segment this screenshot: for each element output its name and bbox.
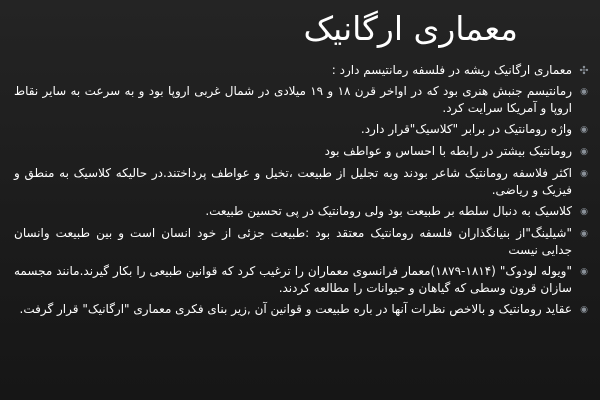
- bullet-text: کلاسیک به دنبال سلطه بر طبیعت بود ولی رومانتیک در پی تحسین طبیعت.: [205, 204, 572, 218]
- bullet-text: "شیلینگ"از بنیانگذاران فلسفه رومانتیک معتقد بود :طبیعت جزئی از خود انسان است و بین طبیعت وانسان جدایی نیست: [14, 226, 572, 257]
- bullet-text: رومانتیک بیشتر در رابطه با احساس و عواطف بود: [324, 144, 572, 158]
- bullet-text: عقاید رومانتیک و بالاخص نظرات آنها در باره طبیعت و قوانین آن ,زیر بنای فکری معماری "ارگانیک" قرار گرفت.: [19, 302, 572, 316]
- circle-bullet-icon: ◉: [580, 207, 588, 217]
- bullet-list: [14, 62, 590, 323]
- bullet-item: [14, 143, 590, 161]
- bullet-item: [14, 263, 590, 297]
- circle-bullet-icon: ◉: [580, 125, 588, 135]
- bullet-item: [14, 301, 590, 319]
- circle-bullet-icon: ◉: [580, 229, 588, 239]
- circle-bullet-icon: ◉: [580, 305, 588, 315]
- circle-bullet-icon: ◉: [580, 87, 588, 97]
- circle-bullet-icon: ◉: [580, 267, 588, 277]
- star-bullet-icon: ✣: [579, 64, 589, 77]
- bullet-text: واژه رومانتیک در برابر "کلاسیک"قرار دارد.: [360, 122, 572, 136]
- circle-bullet-icon: ◉: [580, 169, 588, 179]
- slide-title: معماری ارگانیک: [303, 9, 518, 48]
- bullet-item: [14, 121, 590, 139]
- bullet-item: [14, 165, 590, 199]
- bullet-text: "ویوله لودوک" (۱۸۱۴-۱۸۷۹)معمار فرانسوی معماران را ترغیب کرد که قوانین طبیعی را بکار گیرند.مانند مجسمه سازان قرون وسطی که گیاهان و حیوانات را مطالعه کردند.: [14, 264, 572, 295]
- bullet-text: معماری ارگانیک ریشه در فلسفه رمانتیسم دارد :: [331, 63, 572, 77]
- bullet-text: رمانتیسم جنبش هنری بود که در اواخر قرن ۱۸ و ۱۹ میلادی در شمال غربی اروپا بود و به سرعت به سایر نقاط اروپا و آمریکا سرایت کرد.: [14, 84, 572, 115]
- circle-bullet-icon: ◉: [580, 147, 588, 157]
- bullet-text: اکثر فلاسفه رومانتیک شاعر بودند وبه تجلیل از طبیعت ،تخیل و عواطف پرداختند.در حالیکه کلاسیک به منطق و فیزیک و ریاضی.: [14, 166, 572, 197]
- bullet-item: [14, 62, 590, 80]
- bullet-item: [14, 225, 590, 259]
- bullet-item: [14, 203, 590, 221]
- bullet-item: [14, 83, 590, 117]
